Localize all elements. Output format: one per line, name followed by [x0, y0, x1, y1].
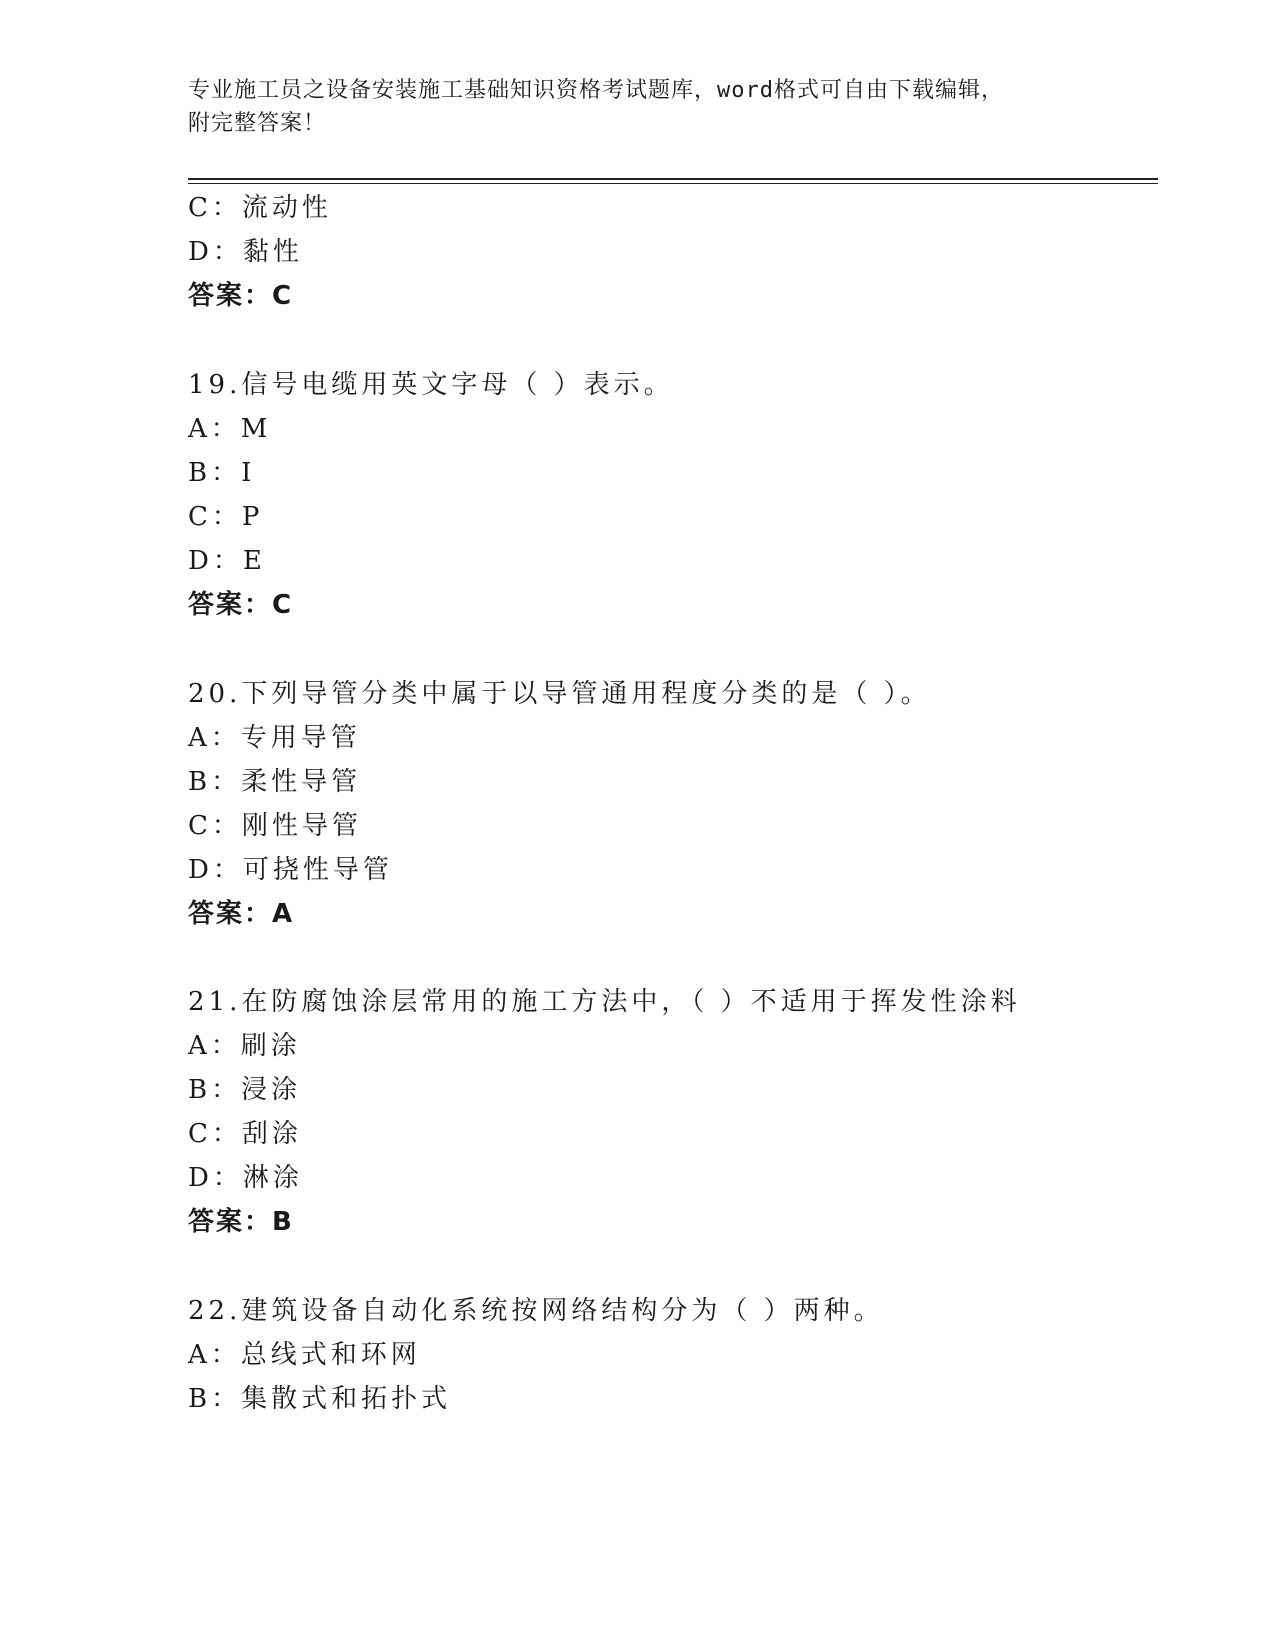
q21-option-a: A：刷涂	[188, 1031, 301, 1061]
q18-answer: 答案：C	[188, 281, 294, 311]
header-divider-top	[188, 178, 1158, 180]
q21-option-c: C：刮涂	[188, 1119, 302, 1149]
header-divider-bottom	[188, 183, 1158, 184]
q18-option-d: D：黏性	[188, 237, 303, 267]
q22-option-b: B：集散式和拓扑式	[188, 1384, 452, 1414]
q18-option-c: C：流动性	[188, 193, 332, 223]
header-line-1: 专业施工员之设备安装施工基础知识资格考试题库，word格式可自由下载编辑，	[188, 78, 1004, 103]
q20-option-a: A：专用导管	[188, 723, 361, 753]
q21-option-b: B：浸涂	[188, 1075, 302, 1105]
q21-question: 21.在防腐蚀涂层常用的施工方法中，（ ）不适用于挥发性涂料	[188, 987, 1021, 1017]
q20-answer: 答案：A	[188, 899, 295, 929]
document-header	[188, 74, 1088, 140]
q19-option-d: D：E	[188, 546, 266, 576]
header-line-2: 附完整答案！	[188, 111, 327, 136]
q20-option-c: C：刚性导管	[188, 811, 362, 841]
q20-question: 20.下列导管分类中属于以导管通用程度分类的是（ ）。	[188, 679, 931, 709]
q22-question: 22.建筑设备自动化系统按网络结构分为（ ）两种。	[188, 1296, 884, 1326]
q20-option-b: B：柔性导管	[188, 767, 362, 797]
q19-question: 19.信号电缆用英文字母（ ）表示。	[188, 370, 674, 400]
q22-option-a: A：总线式和环网	[188, 1340, 421, 1370]
q19-answer: 答案：C	[188, 590, 294, 620]
q19-option-b: B：I	[188, 458, 256, 488]
q21-answer: 答案：B	[188, 1207, 294, 1237]
q19-option-a: A：M	[188, 414, 272, 444]
q21-option-d: D：淋涂	[188, 1163, 303, 1193]
q20-option-d: D：可挠性导管	[188, 855, 393, 885]
q19-option-c: C：P	[188, 502, 264, 532]
